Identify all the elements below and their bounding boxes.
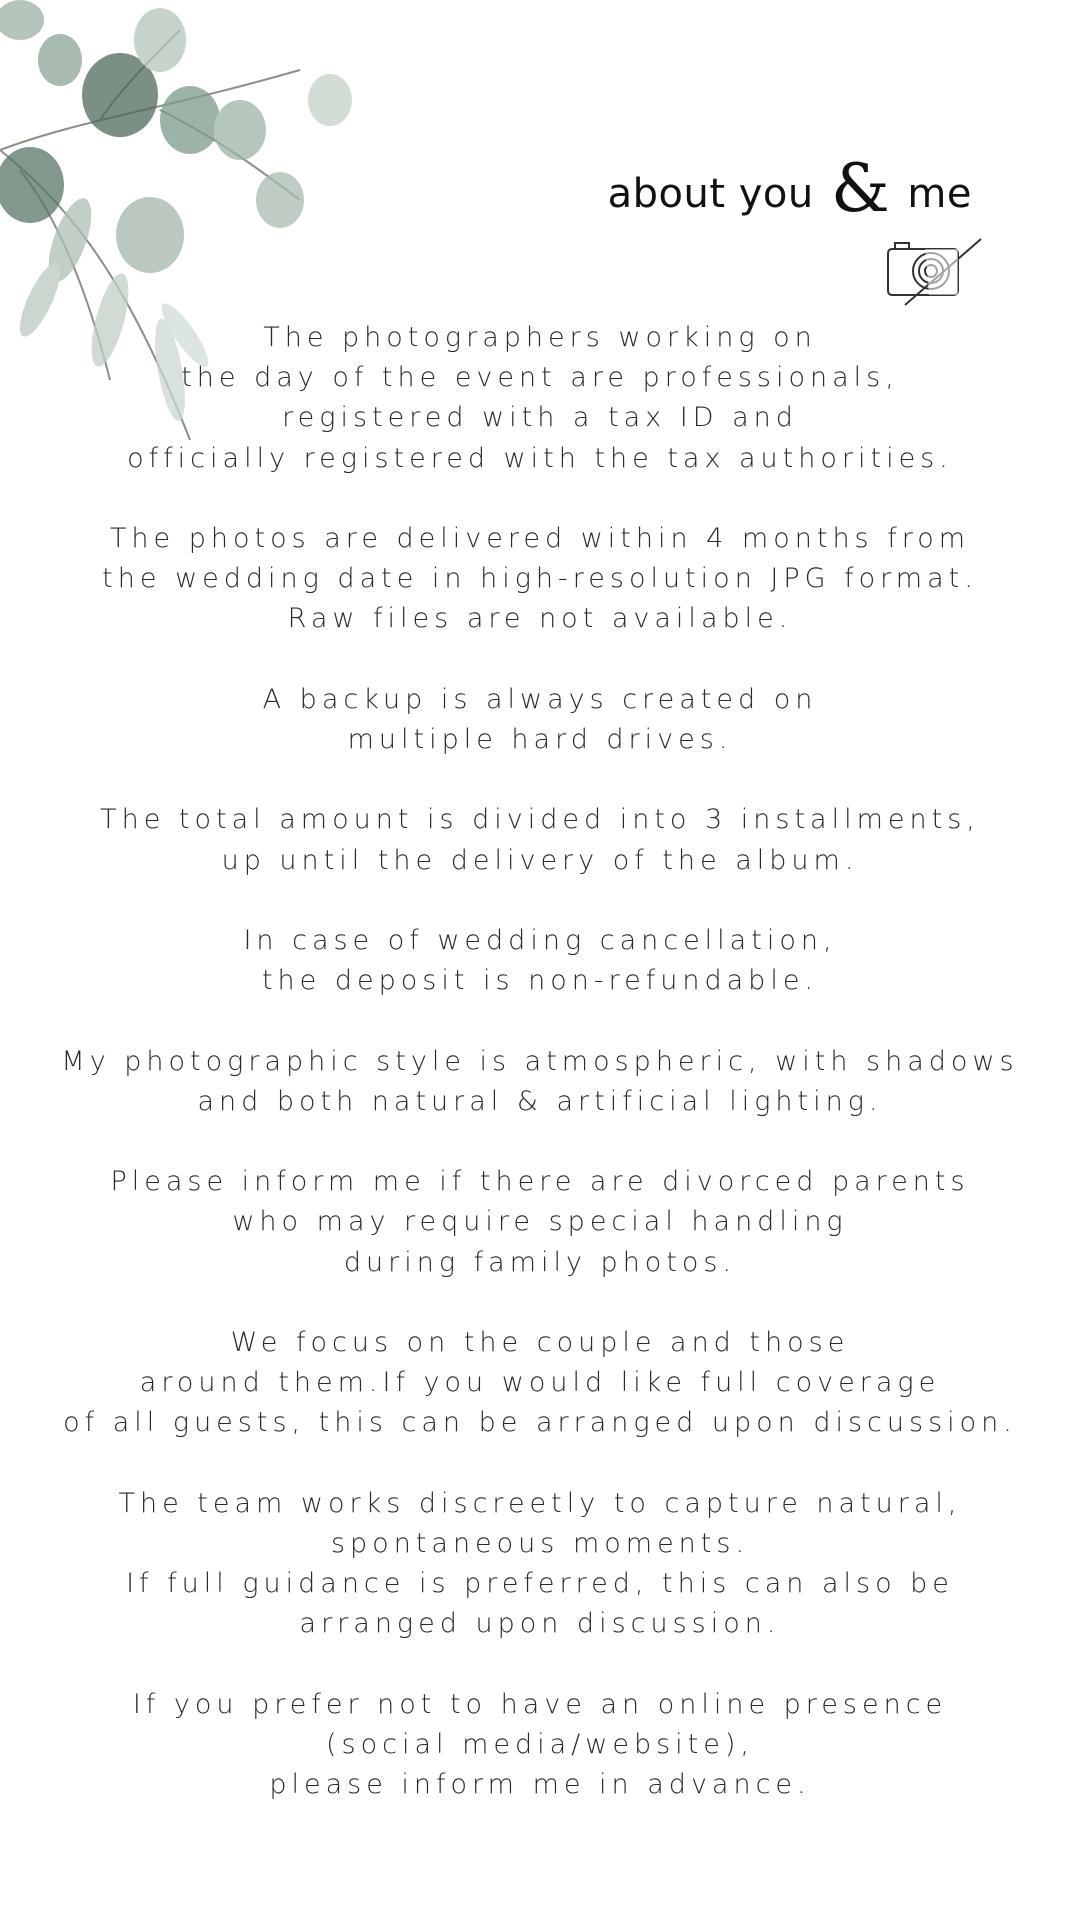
paragraph-payment (0, 800, 1080, 880)
title-ampersand: & (830, 150, 891, 227)
paragraph-discretion (0, 1484, 1080, 1645)
text-line: (social media/website), (325, 1728, 754, 1760)
text-line: A backup is always created on (262, 683, 818, 715)
paragraph-family (0, 1162, 1080, 1283)
text-line: arranged upon discussion. (299, 1608, 781, 1640)
text-line: around them.If you would like full coverage (139, 1367, 941, 1399)
text-line: who may require special handling (232, 1206, 848, 1238)
paragraph-coverage (0, 1323, 1080, 1444)
text-line: multiple hard drives. (347, 724, 733, 755)
paragraph-backup (0, 680, 1080, 760)
text-line: officially registered with the tax authorities. (127, 442, 953, 474)
camera-icon (885, 235, 985, 307)
text-line: The total amount is divided into 3 installments, (100, 804, 980, 836)
text-line: If full guidance is preferred, this can also be (126, 1568, 954, 1600)
text-line: The team works discreetly to capture natural, (118, 1487, 962, 1519)
text-line: of all guests, this can be arranged upon discussion. (63, 1407, 1017, 1439)
text-line: spontaneous moments. (330, 1527, 750, 1559)
text-line: the deposit is non-refundable. (261, 965, 819, 997)
text-line: The photographers working on (263, 322, 817, 353)
text-line: and both natural & artificial lighting. (197, 1085, 883, 1117)
terms-text (0, 318, 1080, 1846)
paragraph-cancellation (0, 921, 1080, 1001)
text-line: the wedding date in high-resolution JPG format. (102, 563, 978, 595)
text-line: If you prefer not to have an online presence (132, 1688, 948, 1720)
paragraph-tax (0, 318, 1080, 479)
text-line: during family photos. (343, 1246, 737, 1278)
text-line: please inform me in advance. (269, 1769, 811, 1801)
text-line: Raw files are not available. (287, 603, 793, 635)
text-line: The photos are delivered within 4 months from (109, 523, 971, 554)
paragraph-online-presence (0, 1685, 1080, 1806)
text-line: Please inform me if there are divorced parents (110, 1166, 970, 1198)
title-me: me (907, 171, 972, 217)
text-line: In case of wedding cancellation, (243, 924, 837, 956)
text-line: My photographic style is atmospheric, with shadows (61, 1045, 1019, 1077)
page-title (608, 150, 972, 227)
title-about-you: about you (607, 171, 814, 217)
paragraph-style (0, 1042, 1080, 1122)
text-line: We focus on the couple and those (230, 1326, 850, 1358)
text-line: the day of the event are professionals, (181, 362, 899, 394)
paragraph-delivery (0, 519, 1080, 640)
text-line: up until the delivery of the album. (221, 844, 859, 876)
text-line: registered with a tax ID and (282, 402, 798, 434)
